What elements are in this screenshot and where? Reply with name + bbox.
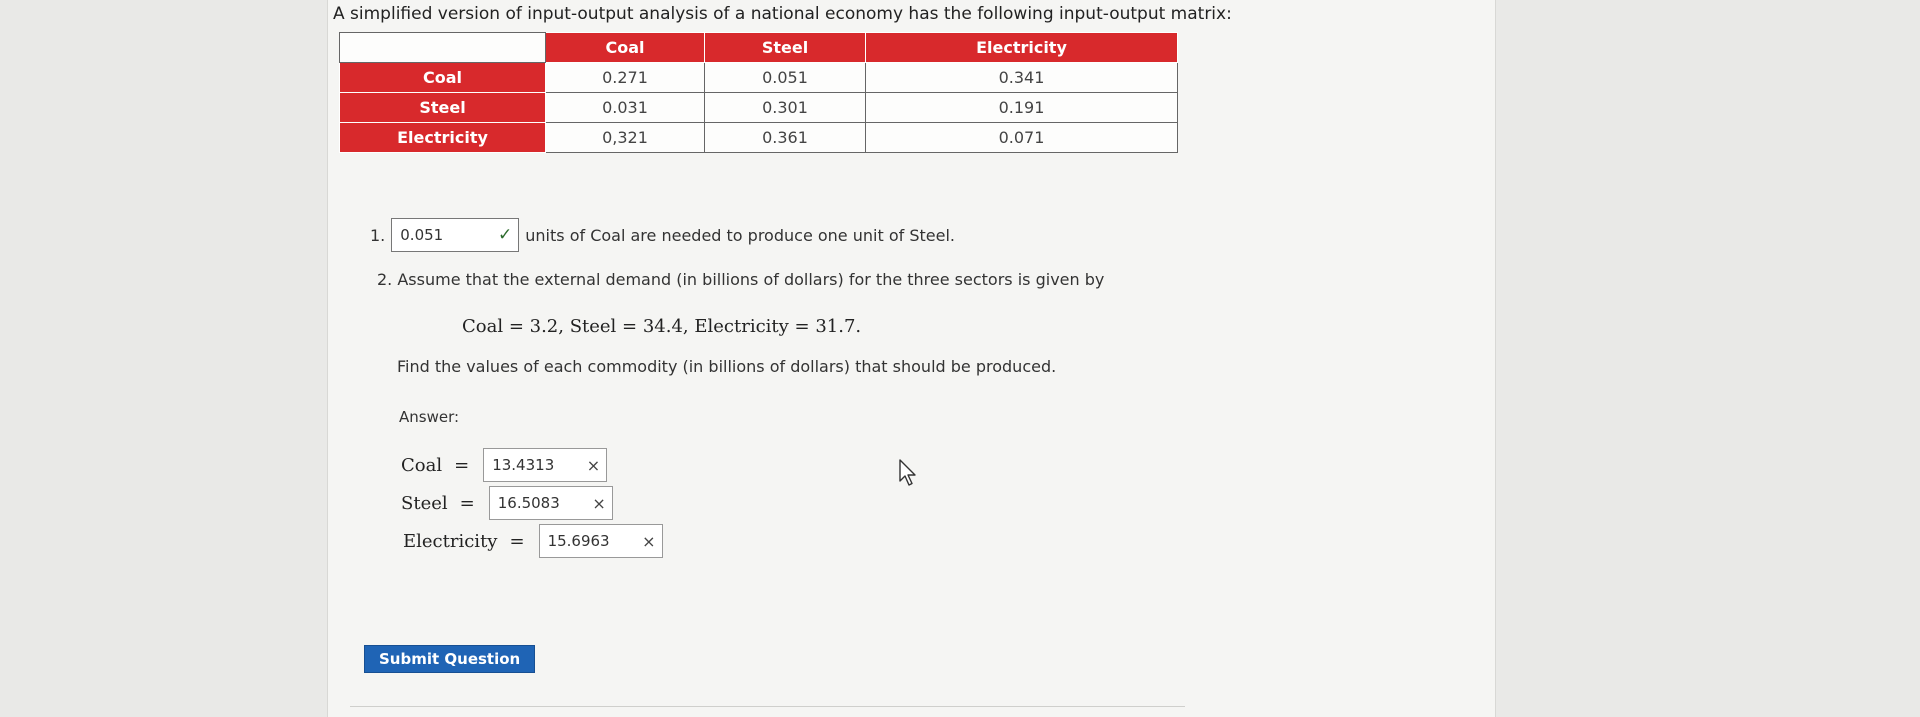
coal-answer-value: 13.4313 [492,456,555,474]
question-1-answer-input[interactable] [391,218,519,252]
answer-label-electricity: Electricity [403,530,498,552]
submit-question-button[interactable]: Submit Question [364,645,535,673]
demand-formula: Coal = 3.2, Steel = 34.4, Electricity = 31.7. [462,316,862,337]
equals-sign: = [459,492,475,514]
cross-icon: × [586,455,601,475]
matrix-cell: 0.361 [705,123,866,153]
question-1 [370,218,955,252]
matrix-header-row [340,33,1178,63]
input-output-matrix [339,32,1178,153]
matrix-row-header-coal: Coal [340,63,546,93]
intro-text: A simplified version of input-output analysis of a national economy has the following input-output matrix: [333,4,1232,24]
answer-label: Answer: [399,408,460,426]
steel-answer-input[interactable] [489,486,613,520]
matrix-row [340,123,1178,153]
find-instruction: Find the values of each commodity (in billions of dollars) that should be produced. [397,357,1057,376]
matrix-corner-cell [340,33,546,63]
matrix-cell: 0.031 [546,93,705,123]
matrix-cell: 0.071 [865,123,1177,153]
matrix-cell: 0.271 [546,63,705,93]
cross-icon: × [592,493,606,513]
answer-label-steel: Steel [401,492,448,514]
question-1-answer-value: 0.051 [400,226,444,244]
divider [350,706,1185,707]
check-icon: ✓ [498,225,513,245]
electricity-answer-input[interactable] [539,524,663,558]
matrix-row [340,93,1178,123]
question-1-text: units of Coal are needed to produce one unit of Steel. [525,225,955,245]
steel-answer-value: 16.5083 [497,494,560,512]
question-2-text: 2. Assume that the external demand (in billions of dollars) for the three sectors is given by [377,270,1105,289]
matrix-cell: 0.341 [865,63,1177,93]
matrix-row [340,63,1178,93]
matrix-row-header-electricity: Electricity [340,123,546,153]
answer-label-coal: Coal [401,454,443,476]
answer-row-coal [401,448,607,482]
matrix-cell: 0,321 [546,123,705,153]
matrix-col-header-coal: Coal [546,33,705,63]
coal-answer-input[interactable] [483,448,607,482]
matrix-col-header-steel: Steel [705,33,866,63]
equals-sign: = [454,454,470,476]
answer-row-steel [401,486,613,520]
question-1-number: 1. [370,225,386,245]
mouse-pointer-icon [898,459,918,487]
cross-icon: × [642,531,656,551]
matrix-cell: 0.301 [705,93,866,123]
electricity-answer-value: 15.6963 [547,532,610,550]
matrix-col-header-electricity: Electricity [865,33,1177,63]
equals-sign: = [509,530,525,552]
matrix-row-header-steel: Steel [340,93,546,123]
matrix-cell: 0.051 [705,63,866,93]
matrix-cell: 0.191 [865,93,1177,123]
answer-row-electricity [403,524,663,558]
